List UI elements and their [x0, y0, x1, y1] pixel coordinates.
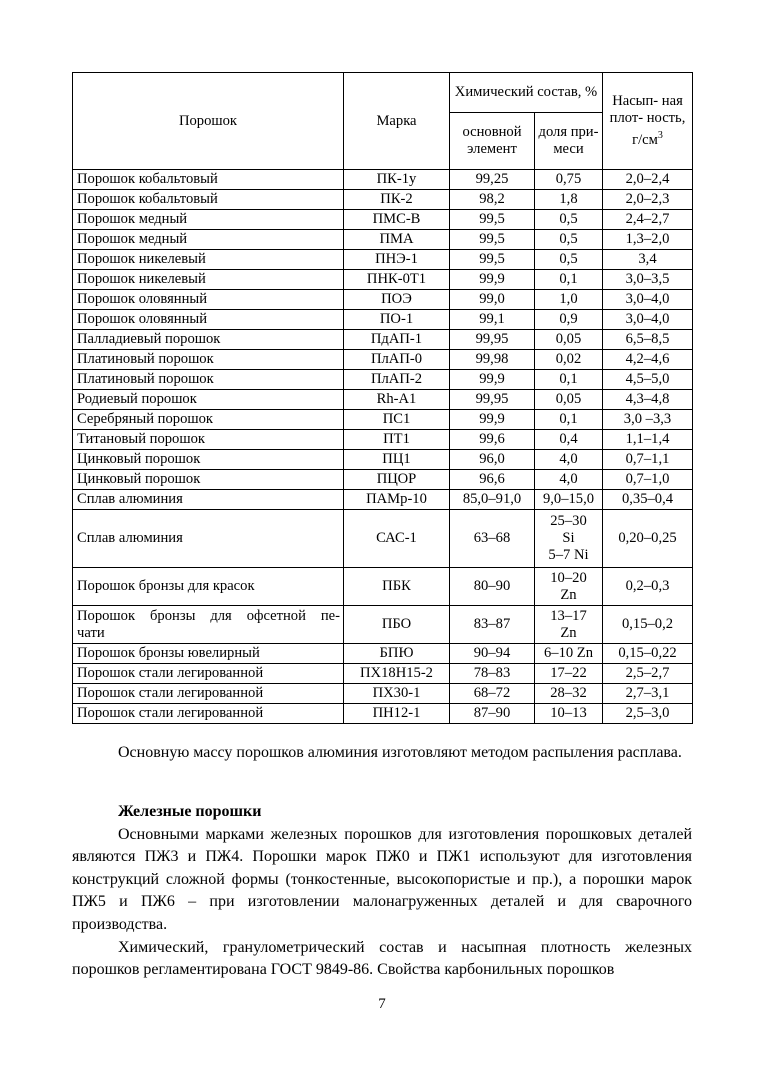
table-row — [73, 370, 693, 390]
paragraph-iron-grades: Основными марками железных порошков для изготовления порошковых деталей являются ПЖ3 и ПЖ4. Порошки марок ПЖ0 и ПЖ1 используют для изготовления конструкций сложной формы (тонкостенные, высокопористые и пр.), а порошки марок ПЖ5 и ПЖ6 – при изготовлении малонагруженных деталей и для сварочного производства. — [72, 825, 692, 933]
powder-name: Порошок стали легированной — [73, 704, 344, 724]
header-chemical-composition: Химический состав, % — [450, 73, 603, 113]
impurity-line: Zn — [560, 586, 577, 603]
powder-name: Порошок стали легированной — [73, 664, 344, 684]
main-element-value: 87–90 — [450, 704, 535, 724]
impurity-value: 0,1 — [535, 270, 603, 290]
impurity-line: Si — [562, 530, 575, 546]
brand: ПМС-В — [344, 210, 450, 230]
table-row — [73, 450, 693, 470]
main-element-value: 96,0 — [450, 450, 535, 470]
table-row — [73, 490, 693, 510]
powder-name: Порошок оловянный — [73, 310, 344, 330]
density-value: 4,2–4,6 — [603, 350, 693, 370]
table-row — [73, 568, 693, 606]
brand: ПНЭ-1 — [344, 250, 450, 270]
main-element-value: 80–90 — [450, 568, 535, 606]
density-value: 1,3–2,0 — [603, 230, 693, 250]
table-row — [73, 704, 693, 724]
table-row — [73, 510, 693, 568]
brand: ПК-1у — [344, 170, 450, 190]
table-row — [73, 170, 693, 190]
table-row — [73, 230, 693, 250]
powder-name: Серебряный порошок — [73, 410, 344, 430]
impurity-line: 5–7 Ni — [548, 547, 589, 563]
powder-name-line: Порошок бронзы для офсетной пе- — [77, 607, 340, 624]
density-value: 2,7–3,1 — [603, 684, 693, 704]
table-row — [73, 430, 693, 450]
main-element-value: 99,98 — [450, 350, 535, 370]
table-row — [73, 210, 693, 230]
density-value: 4,5–5,0 — [603, 370, 693, 390]
table-row — [73, 250, 693, 270]
impurity-line: 10–20 — [550, 569, 587, 586]
impurity-value: 0,5 — [535, 250, 603, 270]
main-element-value: 99,9 — [450, 370, 535, 390]
paragraph-iron-standard: Химический, гранулометрический состав и насыпная плотность железных порошков регламентирована ГОСТ 9849-86. Свойства карбонильных порошков — [72, 938, 692, 979]
brand: ПлАП-0 — [344, 350, 450, 370]
powder-name: Титановый порошок — [73, 430, 344, 450]
powder-name: Порошок бронзы для красок — [73, 568, 344, 606]
header-powder: Порошок — [73, 73, 344, 170]
density-value: 0,15–0,2 — [603, 606, 693, 644]
powder-name: Цинковый порошок — [73, 450, 344, 470]
impurity-value: 0,05 — [535, 390, 603, 410]
density-value: 0,2–0,3 — [603, 568, 693, 606]
paragraph-aluminium: Основную массу порошков алюминия изготовляют методом распыления расплава. — [118, 744, 682, 761]
impurity-value: 0,4 — [535, 430, 603, 450]
section-heading: Железные порошки — [118, 803, 262, 820]
powder-name: Порошок медный — [73, 230, 344, 250]
main-element-value: 78–83 — [450, 664, 535, 684]
impurity-line: Zn — [560, 624, 577, 641]
powder-name: Палладиевый порошок — [73, 330, 344, 350]
powder-name: Платиновый порошок — [73, 370, 344, 390]
density-value: 2,4–2,7 — [603, 210, 693, 230]
table-row — [73, 664, 693, 684]
impurity-value: 0,9 — [535, 310, 603, 330]
density-value: 4,3–4,8 — [603, 390, 693, 410]
impurity-line: 13–17 — [550, 607, 587, 624]
main-element-value: 99,1 — [450, 310, 535, 330]
brand: ПХ30-1 — [344, 684, 450, 704]
header-bulk-density: Насып- ная плот- ность, $г/см^3$ — [603, 73, 693, 170]
header-brand: Марка — [344, 73, 450, 170]
density-value: 0,20–0,25 — [603, 510, 693, 568]
brand: ПдАП-1 — [344, 330, 450, 350]
density-value: 3,0 –3,3 — [603, 410, 693, 430]
brand: САС-1 — [344, 510, 450, 568]
table-row — [73, 410, 693, 430]
impurity-value: 9,0–15,0 — [535, 490, 603, 510]
density-value: 0,7–1,0 — [603, 470, 693, 490]
brand: ПО-1 — [344, 310, 450, 330]
density-value: 6,5–8,5 — [603, 330, 693, 350]
main-element-value: 99,0 — [450, 290, 535, 310]
powder-name-line: чати — [77, 624, 105, 641]
main-element-value: 99,95 — [450, 330, 535, 350]
main-element-value: 99,9 — [450, 270, 535, 290]
powder-name: Порошок стали легированной — [73, 684, 344, 704]
powder-name: Порошок медный — [73, 210, 344, 230]
body-text-iron — [72, 801, 692, 982]
density-value: 2,5–3,0 — [603, 704, 693, 724]
brand: ПНК-0Т1 — [344, 270, 450, 290]
header-bulk-density-text: Насып- ная плот- ность, г/см — [609, 93, 686, 148]
table-row — [73, 350, 693, 370]
main-element-value: 99,5 — [450, 250, 535, 270]
main-element-value: 99,6 — [450, 430, 535, 450]
impurity-value: 0,05 — [535, 330, 603, 350]
density-value: 2,0–2,4 — [603, 170, 693, 190]
powder-name: Порошок кобальтовый — [73, 190, 344, 210]
brand: ПК-2 — [344, 190, 450, 210]
powder-name: Родиевый порошок — [73, 390, 344, 410]
brand: ПТ1 — [344, 430, 450, 450]
density-value: 3,0–4,0 — [603, 310, 693, 330]
impurity-value: 0,5 — [535, 210, 603, 230]
brand: ПС1 — [344, 410, 450, 430]
impurity-value: 0,02 — [535, 350, 603, 370]
brand: ПОЭ — [344, 290, 450, 310]
table-row — [73, 684, 693, 704]
brand: Rh-A1 — [344, 390, 450, 410]
impurity-value: 4,0 — [535, 470, 603, 490]
table-row — [73, 290, 693, 310]
main-element-value: 63–68 — [450, 510, 535, 568]
header-main-element: основной элемент — [450, 113, 535, 170]
density-value: 0,7–1,1 — [603, 450, 693, 470]
impurity-value: 1,8 — [535, 190, 603, 210]
main-element-value: 99,25 — [450, 170, 535, 190]
density-value: 3,0–4,0 — [603, 290, 693, 310]
table-row — [73, 310, 693, 330]
powder-name: Порошок бронзы ювелирный — [73, 644, 344, 664]
brand: ПЦ1 — [344, 450, 450, 470]
density-value: 0,35–0,4 — [603, 490, 693, 510]
table-row — [73, 330, 693, 350]
powder-name: Порошок никелевый — [73, 270, 344, 290]
powder-name: Сплав алюминия — [73, 510, 344, 568]
brand: ПАМр-10 — [344, 490, 450, 510]
impurity-value — [535, 606, 603, 644]
main-element-value: 90–94 — [450, 644, 535, 664]
density-value: 3,0–3,5 — [603, 270, 693, 290]
main-element-value: 85,0–91,0 — [450, 490, 535, 510]
impurity-value: 6–10 Zn — [535, 644, 603, 664]
main-element-value: 99,95 — [450, 390, 535, 410]
table-row — [73, 190, 693, 210]
powder-name: Цинковый порошок — [73, 470, 344, 490]
powder-name: Порошок кобальтовый — [73, 170, 344, 190]
main-element-value: 99,9 — [450, 410, 535, 430]
impurity-value: 4,0 — [535, 450, 603, 470]
impurity-value: 28–32 — [535, 684, 603, 704]
main-element-value: 96,6 — [450, 470, 535, 490]
density-value: 0,15–0,22 — [603, 644, 693, 664]
body-text — [72, 742, 692, 765]
table-row — [73, 470, 693, 490]
main-element-value: 99,5 — [450, 230, 535, 250]
table-row — [73, 644, 693, 664]
density-value: 2,0–2,3 — [603, 190, 693, 210]
page-number: 7 — [378, 996, 386, 1012]
impurity-value — [535, 510, 603, 568]
powder-properties-table — [72, 72, 693, 724]
powder-name — [73, 606, 344, 644]
impurity-line: 25–30 — [550, 513, 587, 529]
impurity-value: 0,1 — [535, 410, 603, 430]
brand: ПлАП-2 — [344, 370, 450, 390]
main-element-value: 99,5 — [450, 210, 535, 230]
brand: ПЦОР — [344, 470, 450, 490]
header-impurity-share: доля при- меси — [535, 113, 603, 170]
impurity-value: 0,5 — [535, 230, 603, 250]
brand: ПН12-1 — [344, 704, 450, 724]
powder-name: Сплав алюминия — [73, 490, 344, 510]
impurity-value: 17–22 — [535, 664, 603, 684]
density-value: 2,5–2,7 — [603, 664, 693, 684]
powder-name: Порошок оловянный — [73, 290, 344, 310]
main-element-value: 98,2 — [450, 190, 535, 210]
density-value: 3,4 — [603, 250, 693, 270]
table-row — [73, 606, 693, 644]
main-element-value: 83–87 — [450, 606, 535, 644]
table-row — [73, 270, 693, 290]
impurity-value: 1,0 — [535, 290, 603, 310]
brand: ПБО — [344, 606, 450, 644]
brand: БПЮ — [344, 644, 450, 664]
density-value: 1,1–1,4 — [603, 430, 693, 450]
powder-name: Порошок никелевый — [73, 250, 344, 270]
impurity-value: 0,1 — [535, 370, 603, 390]
brand: ПХ18Н15-2 — [344, 664, 450, 684]
main-element-value: 68–72 — [450, 684, 535, 704]
impurity-value: 0,75 — [535, 170, 603, 190]
powder-name: Платиновый порошок — [73, 350, 344, 370]
impurity-value: 10–13 — [535, 704, 603, 724]
table-row — [73, 390, 693, 410]
impurity-value — [535, 568, 603, 606]
brand: ПМА — [344, 230, 450, 250]
brand: ПБК — [344, 568, 450, 606]
